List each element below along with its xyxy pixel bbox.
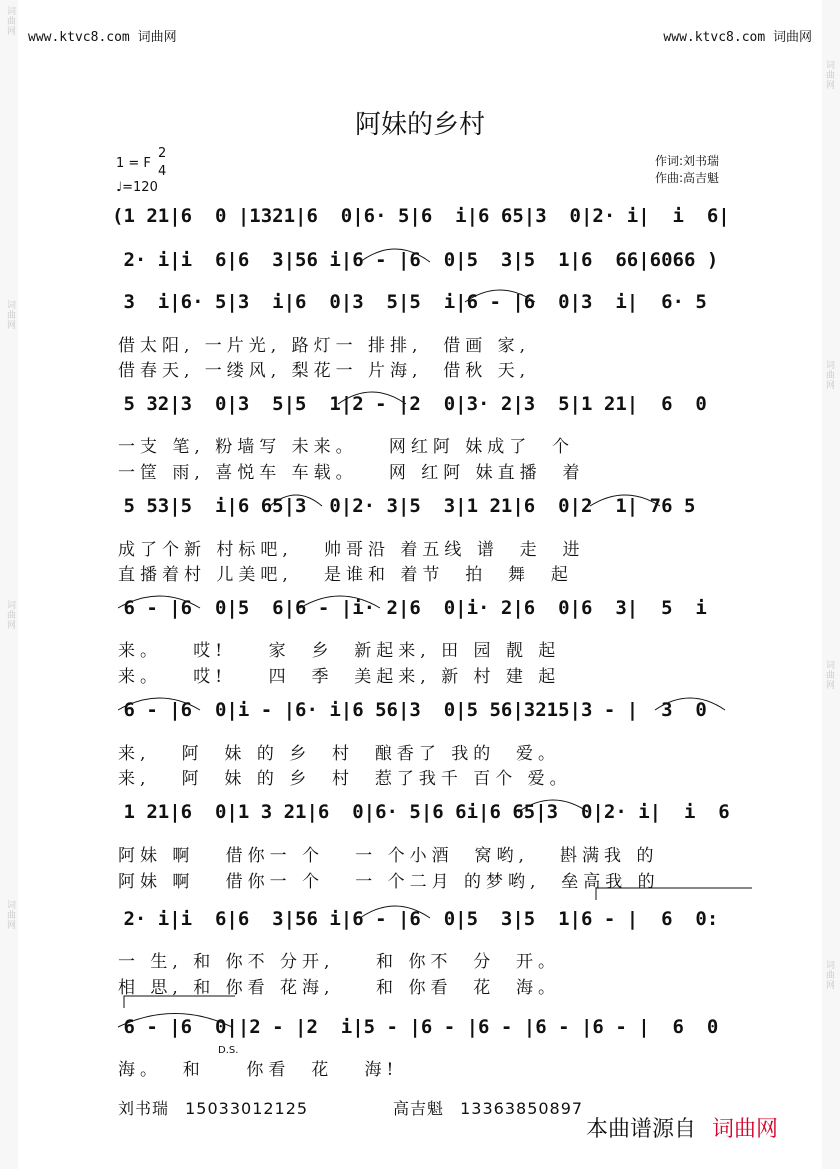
notation-line-4: 5 32|3 0|3 5|5 1|2 - |2 0|3· 2|3 5|1 21| 6 0 (112, 393, 707, 415)
watermark-left-1: 词曲网 (5, 6, 15, 36)
contact-composer-phone: 13363850897 (460, 1099, 584, 1118)
watermark-right-4: 词曲网 (824, 960, 834, 990)
lyric-line-5-verse-2: 直播着村 儿美吧, 是谁和 着节 拍 舞 起 (118, 565, 573, 585)
lyric-line-8-verse-1: 阿妹 啊 借你一 个 一 个小酒 窝哟, 斟满我 的 (118, 846, 659, 866)
slur-line-3 (465, 290, 535, 302)
watermark-left-3: 词曲网 (5, 600, 15, 630)
source-brand-link[interactable]: 词曲网 (712, 1117, 779, 1142)
site-url-right[interactable]: www.ktvc8.com 词曲网 (663, 30, 812, 45)
slur-line-8 (518, 800, 588, 812)
lyric-line-6-verse-2: 来。 哎! 四 季 美起来, 新 村 建 起 (118, 667, 561, 687)
lyric-line-7-verse-1: 来, 阿 妹 的 乡 村 酿香了 我的 爱。 (118, 744, 561, 764)
lyric-line-9-verse-2: 相 思, 和 你看 花海, 和 你看 花 海。 (118, 978, 561, 998)
notation-line-1: (1 21|6 0 |1321|6 0|6· 5|6 i|6 65|3 0|2· i| i 6| (112, 205, 730, 227)
notation-line-2: 2· i|i 6|6 3|56 i|6 - |6 0|5 3|5 1|6 66|6066 ) (112, 249, 719, 271)
watermark-left-4: 词曲网 (5, 900, 15, 930)
notation-line-3: 3 i|6· 5|3 i|6 0|3 5|5 i|6 - |6 0|3 i| 6· 5 (112, 291, 707, 313)
lyric-line-9-verse-1: 一 生, 和 你不 分开, 和 你不 分 开。 (118, 952, 561, 972)
slur-line-4 (338, 392, 406, 404)
notation-line-8: 1 21|6 0|1 3 21|6 0|6· 5|6 6i|6 65|3 0|2· i| i 6 (112, 801, 730, 823)
slur-line-7a (118, 698, 200, 710)
notation-line-10: 6 - |6 0||2 - |2 i|5 - |6 - |6 - |6 - |6 - | 6 0 (112, 1016, 719, 1038)
slur-line-2 (360, 249, 430, 262)
lyric-line-5-verse-1: 成了个新 村标吧, 帅哥沿 着五线 谱 走 进 (118, 540, 585, 560)
watermark-right-2: 词曲网 (824, 360, 834, 390)
tempo-mark: ♩=120 (116, 180, 158, 195)
slur-line-10 (118, 1014, 232, 1028)
ds-mark: D.S. (218, 1045, 239, 1056)
contact-composer-name: 高吉魁 (393, 1099, 445, 1118)
slur-line-6b (300, 596, 380, 608)
lyric-line-6-verse-1: 来。 哎! 家 乡 新起来, 田 园 靓 起 (118, 641, 561, 661)
slur-line-5b (590, 495, 660, 506)
notation-line-6: 6 - |6 0|5 6|6 - |i· 2|6 0|i· 2|6 0|6 3| 5 i (112, 597, 707, 619)
notation-line-9: 2· i|i 6|6 3|56 i|6 - |6 0|5 3|5 1|6 - | 6 0: (112, 908, 719, 930)
volta-2-bracket (124, 996, 235, 1008)
key-signature: 1 = F (116, 156, 151, 171)
lyric-line-4-verse-1: 一支 笔, 粉墙写 未来。 网红阿 妹成了 个 (118, 437, 575, 457)
watermark-right-1: 词曲网 (824, 60, 834, 90)
slur-line-6a (118, 596, 200, 608)
lyric-line-3-verse-2: 借春天, 一缕风, 梨花一 片海, 借秋 天, (118, 361, 531, 381)
site-url-left[interactable]: www.ktvc8.com 词曲网 (28, 30, 177, 45)
lyric-line-7-verse-2: 来, 阿 妹 的 乡 村 惹了我千 百个 爱。 (118, 769, 572, 789)
lyricist-credit: 作词:刘书瑞 (655, 154, 720, 168)
watermark-left-2: 词曲网 (5, 300, 15, 330)
contact-lyricist-name: 刘书瑞 (118, 1099, 170, 1118)
song-title: 阿妹的乡村 (354, 110, 485, 140)
lyric-line-10: 海。 和 你看 花 海! (118, 1060, 399, 1080)
contact-lyricist-phone: 15033012125 (185, 1099, 309, 1118)
notation-line-7: 6 - |6 0|i - |6· i|6 56|3 0|5 56|3215|3 - | 3 0 (112, 699, 707, 721)
composer-credit: 作曲:高吉魁 (655, 171, 720, 185)
time-signature-top: 2 (158, 146, 167, 161)
lyric-line-3-verse-1: 借太阳, 一片光, 路灯一 排排, 借画 家, (118, 336, 531, 356)
slur-line-7b (655, 698, 725, 710)
slur-line-5a (270, 495, 322, 506)
slur-line-9 (360, 906, 430, 918)
lyric-line-8-verse-2: 阿妹 啊 借你一 个 一 个二月 的梦哟, 垒高我 的 (118, 872, 660, 892)
time-signature-bottom: 4 (158, 164, 167, 179)
watermark-right-3: 词曲网 (824, 660, 834, 690)
notation-line-5: 5 53|5 i|6 65|3 0|2· 3|5 3|1 21|6 0|2 1| 76 5 (112, 495, 696, 517)
source-label: 本曲谱源自 (586, 1117, 697, 1142)
volta-1-bracket (596, 888, 752, 900)
lyric-line-4-verse-2: 一筐 雨, 喜悦车 车载。 网 红阿 妹直播 着 (118, 463, 585, 483)
